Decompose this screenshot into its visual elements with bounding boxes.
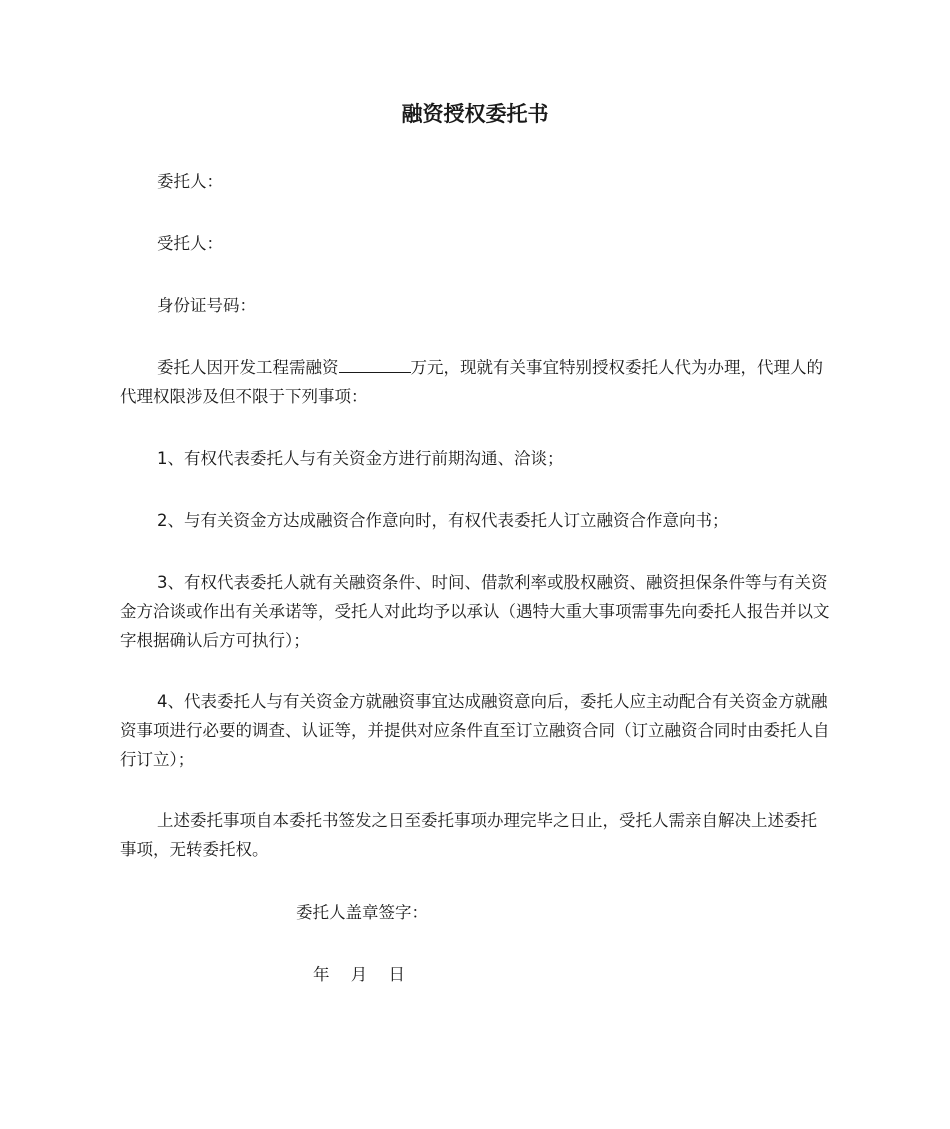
item-text: 3、有权代表委托人就有关融资条件、时间、借款利率或股权融资、融资担保条件等与有关资金方洽谈或作出有关承诺等，受托人对此均予以承认（遇特大重大事项需事先向委托人报告并以文字根据确认后方可执行）； [120, 573, 830, 650]
closing-paragraph [120, 806, 832, 864]
signature-date [313, 960, 405, 989]
id-number-label: 身份证号码： [157, 296, 256, 315]
principal-field [120, 167, 832, 196]
date-day: 日 [388, 965, 405, 984]
item-text: 2、与有关资金方达成融资合作意向时，有权代表委托人订立融资合作意向书； [157, 511, 729, 530]
date-month: 月 [350, 965, 368, 984]
date-year: 年 [313, 965, 330, 984]
agent-label: 受托人： [157, 234, 223, 253]
intro-text-before: 委托人因开发工程需融资 [157, 358, 339, 377]
document-title: 融资授权委托书 [401, 102, 549, 126]
item-text: 4、代表委托人与有关资金方就融资事宜达成融资意向后，委托人应主动配合有关资金方就融资事项进行必要的调查、认证等，并提供对应条件直至订立融资合同（订立融资合同时由委托人自行订立）； [120, 692, 830, 769]
signature-label: 委托人盖章签字： [296, 903, 428, 922]
item-3 [120, 568, 832, 655]
item-2 [120, 506, 832, 535]
closing-text: 上述委托事项自本委托书签发之日至委托事项办理完毕之日止，受托人需亲自解决上述委托事项，无转委托权。 [120, 811, 817, 859]
item-text: 1、有权代表委托人与有关资金方进行前期沟通、洽谈； [157, 449, 564, 468]
intro-paragraph [120, 353, 832, 411]
item-4 [120, 687, 832, 774]
principal-label: 委托人： [157, 172, 223, 191]
agent-field [120, 229, 832, 258]
amount-blank [339, 354, 411, 373]
item-1 [120, 444, 832, 473]
intro-text-after: 万元，现就有关事宜特别授权委托人代为办理，代理人的代理权限涉及但不限于下列事项： [120, 358, 823, 406]
id-number-field [120, 291, 832, 320]
